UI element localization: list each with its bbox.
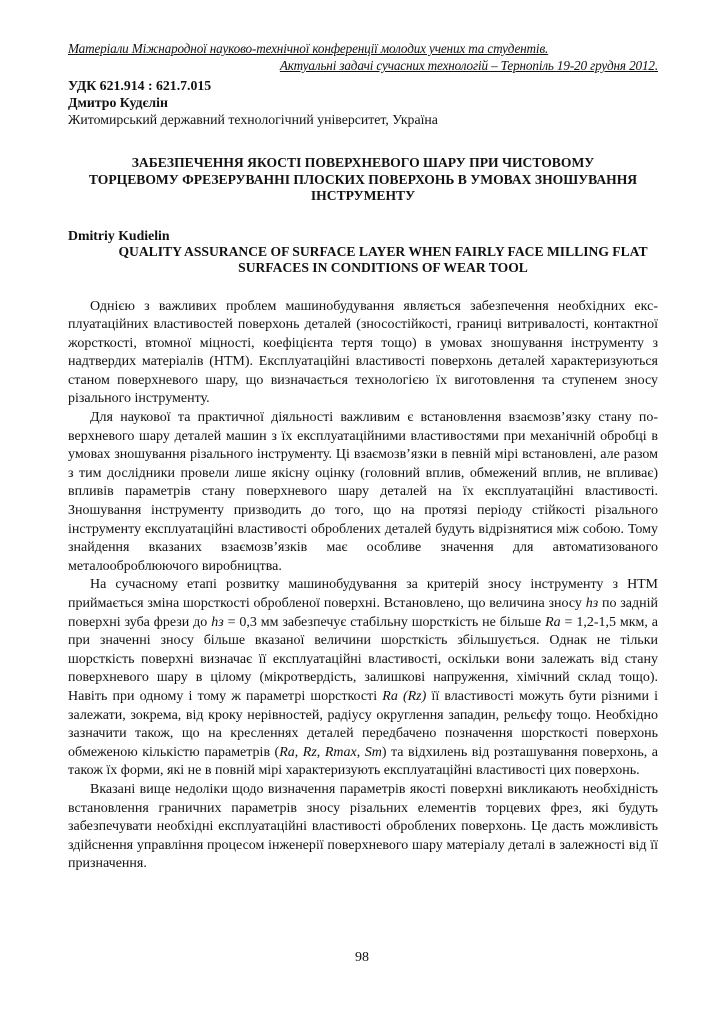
conference-header-line1: Матеріали Міжнародної науково-технічної конференції молодих учених та студентів. <box>68 41 549 56</box>
conference-header-line2: Актуальні задачі сучасних технологій – Тернопіль 19-20 грудня 2012. <box>279 58 658 73</box>
var-sm: Sm <box>364 744 382 760</box>
author-name-uk: Дмитро Кудєлін <box>68 95 168 110</box>
author-affiliation: Житомирський державний технологічний університет, Україна <box>68 112 438 127</box>
paragraph: На сучасному етапі розвитку машинобудування за критерій зносу інструменту з НТМ приймається зміна шорсткості обробленої поверхні. Встановлено, що величина зносу hз по задній поверхні зуба фрези до hз = 0,3 мм забезпечує стабільну шорсткість не більше Ra = 1,2-1,5 мкм, а при значенні зносу більше вказаної величини шорсткість збільшується. Однак не тільки шорсткість поверхні визначає її експлуатаційні властивості, оскільки вони залежать від стану поверхневого шару в цілому (мікротвердість, залишкові напруження, хімічний склад тощо). Навіть при одному і тому ж параметрі шорсткості Ra (Rz) її властивості можуть бути різними і залежати, зокрема, від кроку нерівностей, радіусу округлення западин, рельєфу тощо. Необхідно зазначити також, що на кресленнях деталей передбачено позначення шорсткості поверхонь обмеженою кількістю параметрів (Ra, Rz, Rmax, Sm) та відхилень від розташування поверхонь, а також їх форми, які не в повній мірі характеризують експлуатаційні властивості цих поверхонь. <box>68 577 659 779</box>
var-ra-rz: Ra (Rz) <box>382 688 427 704</box>
var-hz: hз <box>211 614 224 630</box>
var-ra: Ra <box>279 744 295 760</box>
var-hz: hз <box>585 596 599 611</box>
udk-code: УДК 621.914 : 621.7.015 <box>68 78 212 93</box>
paper-body <box>68 298 658 874</box>
paper-page <box>68 40 658 874</box>
page-number: 98 <box>355 950 369 965</box>
paragraph: Вказані вище недоліки щодо визначення параметрів якості поверхні викликають необхідність встановлення граничних параметрів зносу різальних елементів торцевих фрез, які будуть забезпечувати необхідні експлуатаційні властивості оброблених поверхонь. Це дасть можливість здійснення управління процесом інженерії поверхневого шару матеріалу деталі в залежності від її призначення. <box>68 781 658 872</box>
var-rz: Rz <box>302 744 317 760</box>
paragraph: Для наукової та практичної діяльності важливим є встановлення взаємозв’язку стану поверхневого шару деталей машин з їх експлуатаційними властивостями при механічній обробці в умовах зношування різального інструменту. Ці взаємозв’язки в певній мірі встановлені, але разом з тим дослідники провели лише якісну оцінку (головний вплив, обмежений вплив, не впливає) впливів параметрів стану поверхневого шару деталей на їх експлуатаційні властивості. Зношування інструменту призводить до того, що на протязі періоду стійкості різального інструменту експлуатаційні властивості оброблених деталей будуть відрізнятися між собою. Тому знайдення вказаних взаємозв’язків має особливе значення для автоматизованого металооброблюючого виробництва. <box>68 410 658 574</box>
paper-title-uk: ЗАБЕЗПЕЧЕННЯ ЯКОСТІ ПОВЕРХНЕВОГО ШАРУ ПРИ ЧИСТОВОМУ ТОРЦЕВОМУ ФРЕЗЕРУВАННІ ПЛОСКИХ ПОВЕРХОНЬ В УМОВАХ ЗНОШУВАННЯ ІНСТРУМЕНТУ <box>88 155 638 203</box>
paper-title-en: QUALITY ASSURANCE OF SURFACE LAYER WHEN FAIRLY FACE MILLING FLAT SURFACES IN CONDITIONS OF WEAR TOOL <box>118 243 648 275</box>
var-ra: Ra <box>545 614 561 630</box>
author-name-en: Dmitriy Kudielin <box>68 227 170 243</box>
paragraph: Однією з важливих проблем машинобудування являється забезпечення необхідних експлуатаційних властивостей поверхонь деталей (зносостійкості, границі витривалості, контактної жорсткості, втомної міцності, коефіцієнта тертя тощо) в умовах зношування інструменту з надтвердих матеріалів (НТМ). Експлуатаційні властивості поверхонь деталей характеризуються станом поверхневого шару, що визначається технологією їх виготовлення та ступенем зносу різального інструменту. <box>68 298 658 407</box>
var-rmax: Rmax <box>324 744 357 760</box>
